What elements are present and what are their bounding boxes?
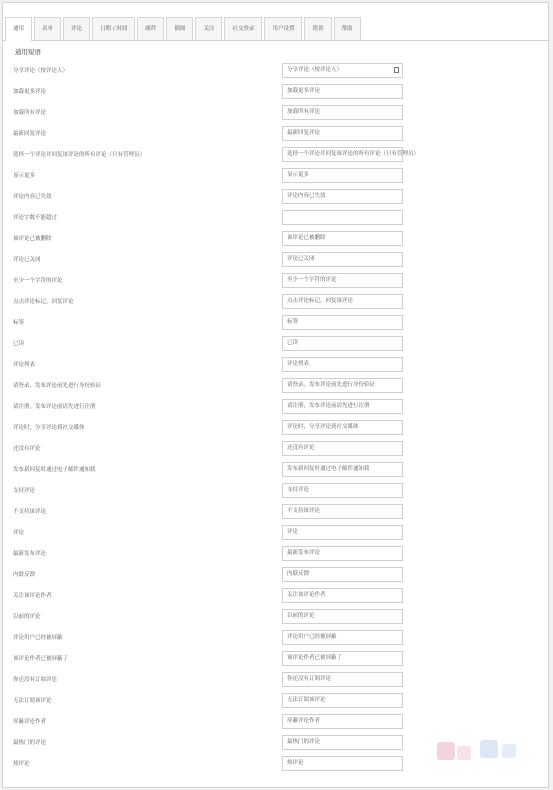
phrase-input[interactable] <box>282 441 403 456</box>
phrase-label: 以前的评论 <box>13 614 41 620</box>
phrase-input[interactable] <box>282 147 420 162</box>
decorative-pink-mark-2 <box>457 746 471 760</box>
phrase-label: 最热门的评论 <box>13 740 47 746</box>
phrase-row <box>3 123 548 144</box>
phrase-row <box>3 669 548 690</box>
phrase-label: 选择一个评论并回复该评论的所有评论（只有管理员） <box>13 152 146 158</box>
phrase-input[interactable] <box>282 462 403 477</box>
settings-panel <box>2 2 549 788</box>
phrase-input[interactable] <box>282 189 403 204</box>
phrase-input-value: 评论已关闭 <box>287 256 315 262</box>
phrase-input[interactable] <box>282 210 403 225</box>
phrase-input-value: 选择一个评论并回复该评论的所有评论（只有管理员） <box>287 151 420 157</box>
phrase-row <box>3 480 548 501</box>
phrase-row <box>3 438 548 459</box>
phrase-row <box>3 690 548 711</box>
tab-0[interactable]: 通用 <box>5 17 32 41</box>
settings-tabs <box>3 17 548 41</box>
phrase-input-value: 最新发布评论 <box>287 550 321 556</box>
phrase-row <box>3 207 548 228</box>
phrase-input[interactable] <box>282 609 403 624</box>
phrase-label: 该评论已被删除 <box>13 236 52 242</box>
phrase-input-value: 关注该评论作者 <box>287 592 326 598</box>
input-addon-icon[interactable] <box>394 67 399 73</box>
phrase-row <box>3 249 548 270</box>
phrase-input[interactable] <box>282 315 403 330</box>
phrase-input[interactable] <box>282 336 403 351</box>
phrase-input-value: 屏蔽评论作者 <box>287 718 321 724</box>
phrase-row <box>3 564 548 585</box>
phrase-row <box>3 606 548 627</box>
phrase-row <box>3 270 548 291</box>
phrase-input[interactable] <box>282 63 403 78</box>
phrase-input-value: 该评论已被删除 <box>287 235 326 241</box>
phrase-label: 评论用户已经被屏蔽 <box>13 635 63 641</box>
phrase-input[interactable] <box>282 168 403 183</box>
phrase-input[interactable] <box>282 105 403 120</box>
phrase-input[interactable] <box>282 399 403 414</box>
phrase-input-value: 已读 <box>287 340 299 346</box>
phrase-label: 已读 <box>13 341 25 347</box>
tab-10[interactable]: 帮助 <box>334 17 361 40</box>
phrase-input[interactable] <box>282 126 403 141</box>
phrase-input[interactable] <box>282 294 403 309</box>
phrase-input-value: 最热门的评论 <box>287 739 321 745</box>
phrase-input-value: 至少一个字符的评论 <box>287 277 337 283</box>
phrase-label: 最新回复评论 <box>13 131 47 137</box>
phrase-row <box>3 144 548 165</box>
tab-7[interactable]: 社交登录 <box>224 17 262 40</box>
phrase-input-value: 评论 <box>287 529 299 535</box>
phrase-row <box>3 81 548 102</box>
phrase-input-value: 评论时，分享评论到社交媒体 <box>287 424 359 430</box>
phrase-label: 发布新回复时通过电子邮件通知我 <box>13 467 96 473</box>
decorative-blue-mark-2 <box>502 744 516 758</box>
phrase-input-value: 显示更多 <box>287 172 310 178</box>
phrase-input[interactable] <box>282 714 403 729</box>
phrase-input[interactable] <box>282 357 403 372</box>
phrase-label: 关注该评论作者 <box>13 593 52 599</box>
phrase-input[interactable] <box>282 588 403 603</box>
phrase-input[interactable] <box>282 420 403 435</box>
phrase-row <box>3 501 548 522</box>
phrase-label: 请登录，发布评论前先进行身份验证 <box>13 383 102 389</box>
phrase-row <box>3 228 548 249</box>
phrase-row <box>3 711 548 732</box>
phrase-input[interactable] <box>282 546 403 561</box>
phrase-row <box>3 585 548 606</box>
phrase-input[interactable] <box>282 651 403 666</box>
phrase-input[interactable] <box>282 735 403 750</box>
phrase-label: 评论 <box>13 530 25 536</box>
phrase-input-value: 最新回复评论 <box>287 130 321 136</box>
phrase-row <box>3 102 548 123</box>
phrase-label: 评论列表 <box>13 362 36 368</box>
phrase-input[interactable] <box>282 252 403 267</box>
section-title: 通用短语 <box>15 48 41 56</box>
phrase-row <box>3 60 548 81</box>
phrase-input[interactable] <box>282 483 403 498</box>
phrase-input[interactable] <box>282 630 403 645</box>
phrase-label: 评论时，分享评论到社交媒体 <box>13 425 85 431</box>
phrase-label: 标签 <box>13 320 25 326</box>
phrase-row <box>3 375 548 396</box>
tab-4[interactable]: 邮件 <box>137 17 164 40</box>
phrase-row <box>3 333 548 354</box>
phrase-rows <box>3 60 548 774</box>
phrase-row <box>3 522 548 543</box>
phrase-label: 加载所有评论 <box>13 110 47 116</box>
phrase-input-value: 请注册，发布评论前请先进行注册 <box>287 403 370 409</box>
phrase-label: 内联反馈 <box>13 572 36 578</box>
phrase-input-value: 热评论 <box>287 760 304 766</box>
phrase-label: 不支持该评论 <box>13 509 47 515</box>
phrase-input[interactable] <box>282 378 403 393</box>
phrase-input-value: 标签 <box>287 319 299 325</box>
phrase-row <box>3 291 548 312</box>
phrase-input-value: 还没有评论 <box>287 445 315 451</box>
phrase-label: 加载更多评论 <box>13 89 47 95</box>
phrase-label: 你还没有订阅评论 <box>13 677 58 683</box>
phrase-label: 热评论 <box>13 761 30 767</box>
phrase-label: 评论字数不能超过 <box>13 215 58 221</box>
tab-8[interactable]: 用户设置 <box>264 17 302 40</box>
phrase-input-value: 评论用户已经被屏蔽 <box>287 634 337 640</box>
phrase-label: 该评论作者已被屏蔽了 <box>13 656 69 662</box>
phrase-label: 至少一个字符的评论 <box>13 278 63 284</box>
phrase-input-value: 不支持该评论 <box>287 508 321 514</box>
phrase-input[interactable] <box>282 756 403 771</box>
phrase-input-value: 请登录，发布评论前先进行身份验证 <box>287 382 376 388</box>
phrase-input-value: 无法订阅该评论 <box>287 697 326 703</box>
phrase-label: 评论已关闭 <box>13 257 41 263</box>
phrase-label: 支持评论 <box>13 488 36 494</box>
tab-3[interactable]: 日期 / 时间 <box>92 17 135 40</box>
phrase-row <box>3 312 548 333</box>
phrase-input-value: 你还没有订阅评论 <box>287 676 332 682</box>
phrase-input-value: 支持评论 <box>287 487 310 493</box>
phrase-input-value: 加载更多评论 <box>287 88 321 94</box>
phrase-row <box>3 543 548 564</box>
decorative-pink-mark <box>437 742 455 760</box>
phrase-input-value: 分享评论（按评论人） <box>287 67 343 73</box>
phrase-row <box>3 165 548 186</box>
phrase-input[interactable] <box>282 672 403 687</box>
tab-6[interactable]: 关注 <box>195 17 222 40</box>
phrase-label: 显示更多 <box>13 173 36 179</box>
phrase-input-value: 加载所有评论 <box>287 109 321 115</box>
phrase-input-value: 发布新回复时通过电子邮件通知我 <box>287 466 370 472</box>
phrase-input-value: 以前的评论 <box>287 613 315 619</box>
tab-9[interactable]: 错误 <box>304 17 331 40</box>
decorative-blue-mark <box>480 740 498 758</box>
phrase-input-value: 评论内容已失效 <box>287 193 326 199</box>
phrase-label: 屏蔽评论作者 <box>13 719 47 725</box>
phrase-input-value: 点击评论标记，回复该评论 <box>287 298 354 304</box>
phrase-row <box>3 459 548 480</box>
phrase-label: 还没有评论 <box>13 446 41 452</box>
phrase-input-value: 内联反馈 <box>287 571 310 577</box>
phrase-label: 评论内容已失效 <box>13 194 52 200</box>
phrase-input-value: 该评论作者已被屏蔽了 <box>287 655 343 661</box>
phrase-row <box>3 648 548 669</box>
phrase-input[interactable] <box>282 273 403 288</box>
phrase-label: 最新发布评论 <box>13 551 47 557</box>
phrase-row <box>3 417 548 438</box>
phrase-row <box>3 627 548 648</box>
phrase-input[interactable] <box>282 567 403 582</box>
phrase-label: 无法订阅该评论 <box>13 698 52 704</box>
tab-1[interactable]: 表单 <box>34 17 61 40</box>
tab-5[interactable]: 插图 <box>166 17 193 40</box>
tab-2[interactable]: 评论 <box>63 17 90 40</box>
phrase-input[interactable] <box>282 525 403 540</box>
phrase-label: 请注册，发布评论前请先进行注册 <box>13 404 96 410</box>
phrase-input-value: 评论列表 <box>287 361 310 367</box>
phrase-row <box>3 354 548 375</box>
phrase-row <box>3 186 548 207</box>
phrase-input[interactable] <box>282 693 403 708</box>
phrase-label: 分享评论（按评论人） <box>13 68 69 74</box>
phrase-row <box>3 396 548 417</box>
phrase-label: 点击评论标记，回复评论 <box>13 299 74 305</box>
phrase-input[interactable] <box>282 84 403 99</box>
phrase-input[interactable] <box>282 504 403 519</box>
phrase-input[interactable] <box>282 231 403 246</box>
